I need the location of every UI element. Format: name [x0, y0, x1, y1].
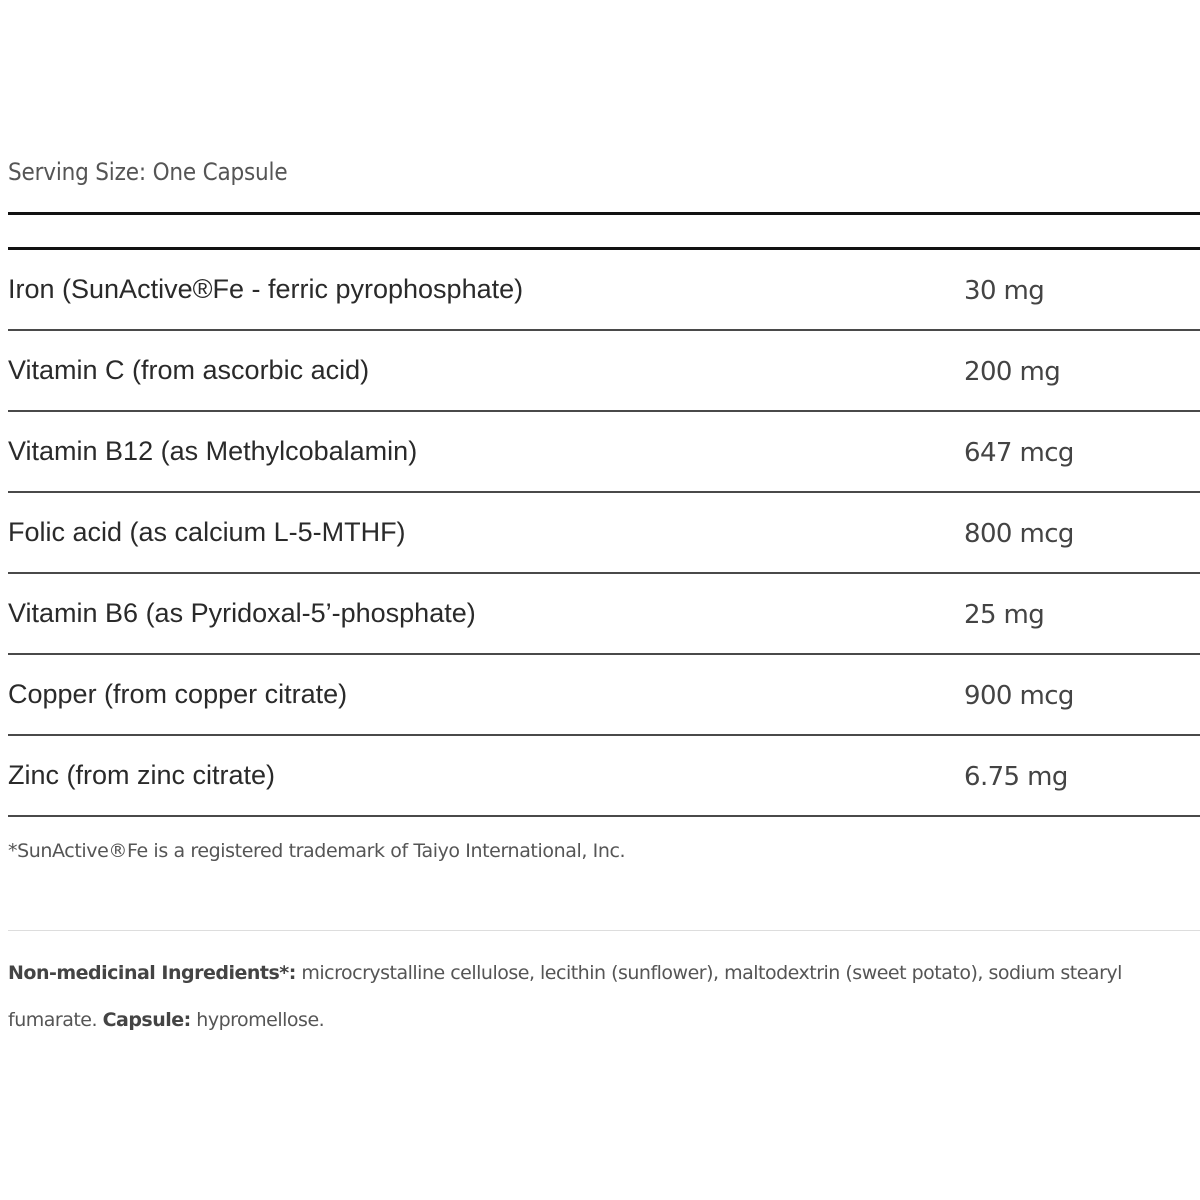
- trademark-footnote: *SunActive®Fe is a registered trademark of Taiyo International, Inc.: [8, 840, 626, 862]
- table-row: [8, 655, 1200, 736]
- nonmedicinal-list: microcrystalline cellulose, lecithin (sunflower), maltodextrin (sweet potato), sodium stearyl fumarate.: [8, 962, 1122, 1031]
- serving-size: Serving Size: One Capsule: [8, 158, 288, 186]
- nutrient-name: Vitamin C (from ascorbic acid): [8, 355, 370, 385]
- table-row: [8, 493, 1200, 574]
- nutrient-name: Copper (from copper citrate): [8, 679, 348, 709]
- nutrient-table: [8, 250, 1200, 817]
- nutrient-name: Zinc (from zinc citrate): [8, 760, 276, 790]
- nutrient-amount: 200 mg: [964, 357, 1061, 387]
- nutrient-name: Folic acid (as calcium L-5-MTHF): [8, 517, 406, 547]
- capsule-material: hypromellose.: [190, 1009, 325, 1031]
- table-row: [8, 250, 1200, 331]
- ingredients-text: [8, 950, 1193, 1044]
- capsule-label: Capsule:: [102, 1009, 191, 1031]
- nutrient-name: Vitamin B12 (as Methylcobalamin): [8, 436, 418, 466]
- nutrient-name: Iron (SunActive®Fe - ferric pyrophosphate): [8, 274, 524, 304]
- divider-ingredients: [8, 930, 1200, 931]
- nutrient-amount: 800 mcg: [964, 519, 1074, 549]
- nutrient-amount: 900 mcg: [964, 681, 1074, 711]
- nutrient-amount: 30 mg: [964, 276, 1045, 306]
- nutrient-amount: 25 mg: [964, 600, 1045, 630]
- table-row: [8, 412, 1200, 493]
- nutrient-amount: 6.75 mg: [964, 762, 1068, 792]
- table-row: [8, 331, 1200, 412]
- table-row: [8, 736, 1200, 817]
- divider-top: [8, 212, 1200, 215]
- nonmedicinal-label: Non-medicinal Ingredients*:: [8, 962, 296, 984]
- table-row: [8, 574, 1200, 655]
- nutrient-amount: 647 mcg: [964, 438, 1074, 468]
- nutrient-name: Vitamin B6 (as Pyridoxal-5’-phosphate): [8, 598, 476, 628]
